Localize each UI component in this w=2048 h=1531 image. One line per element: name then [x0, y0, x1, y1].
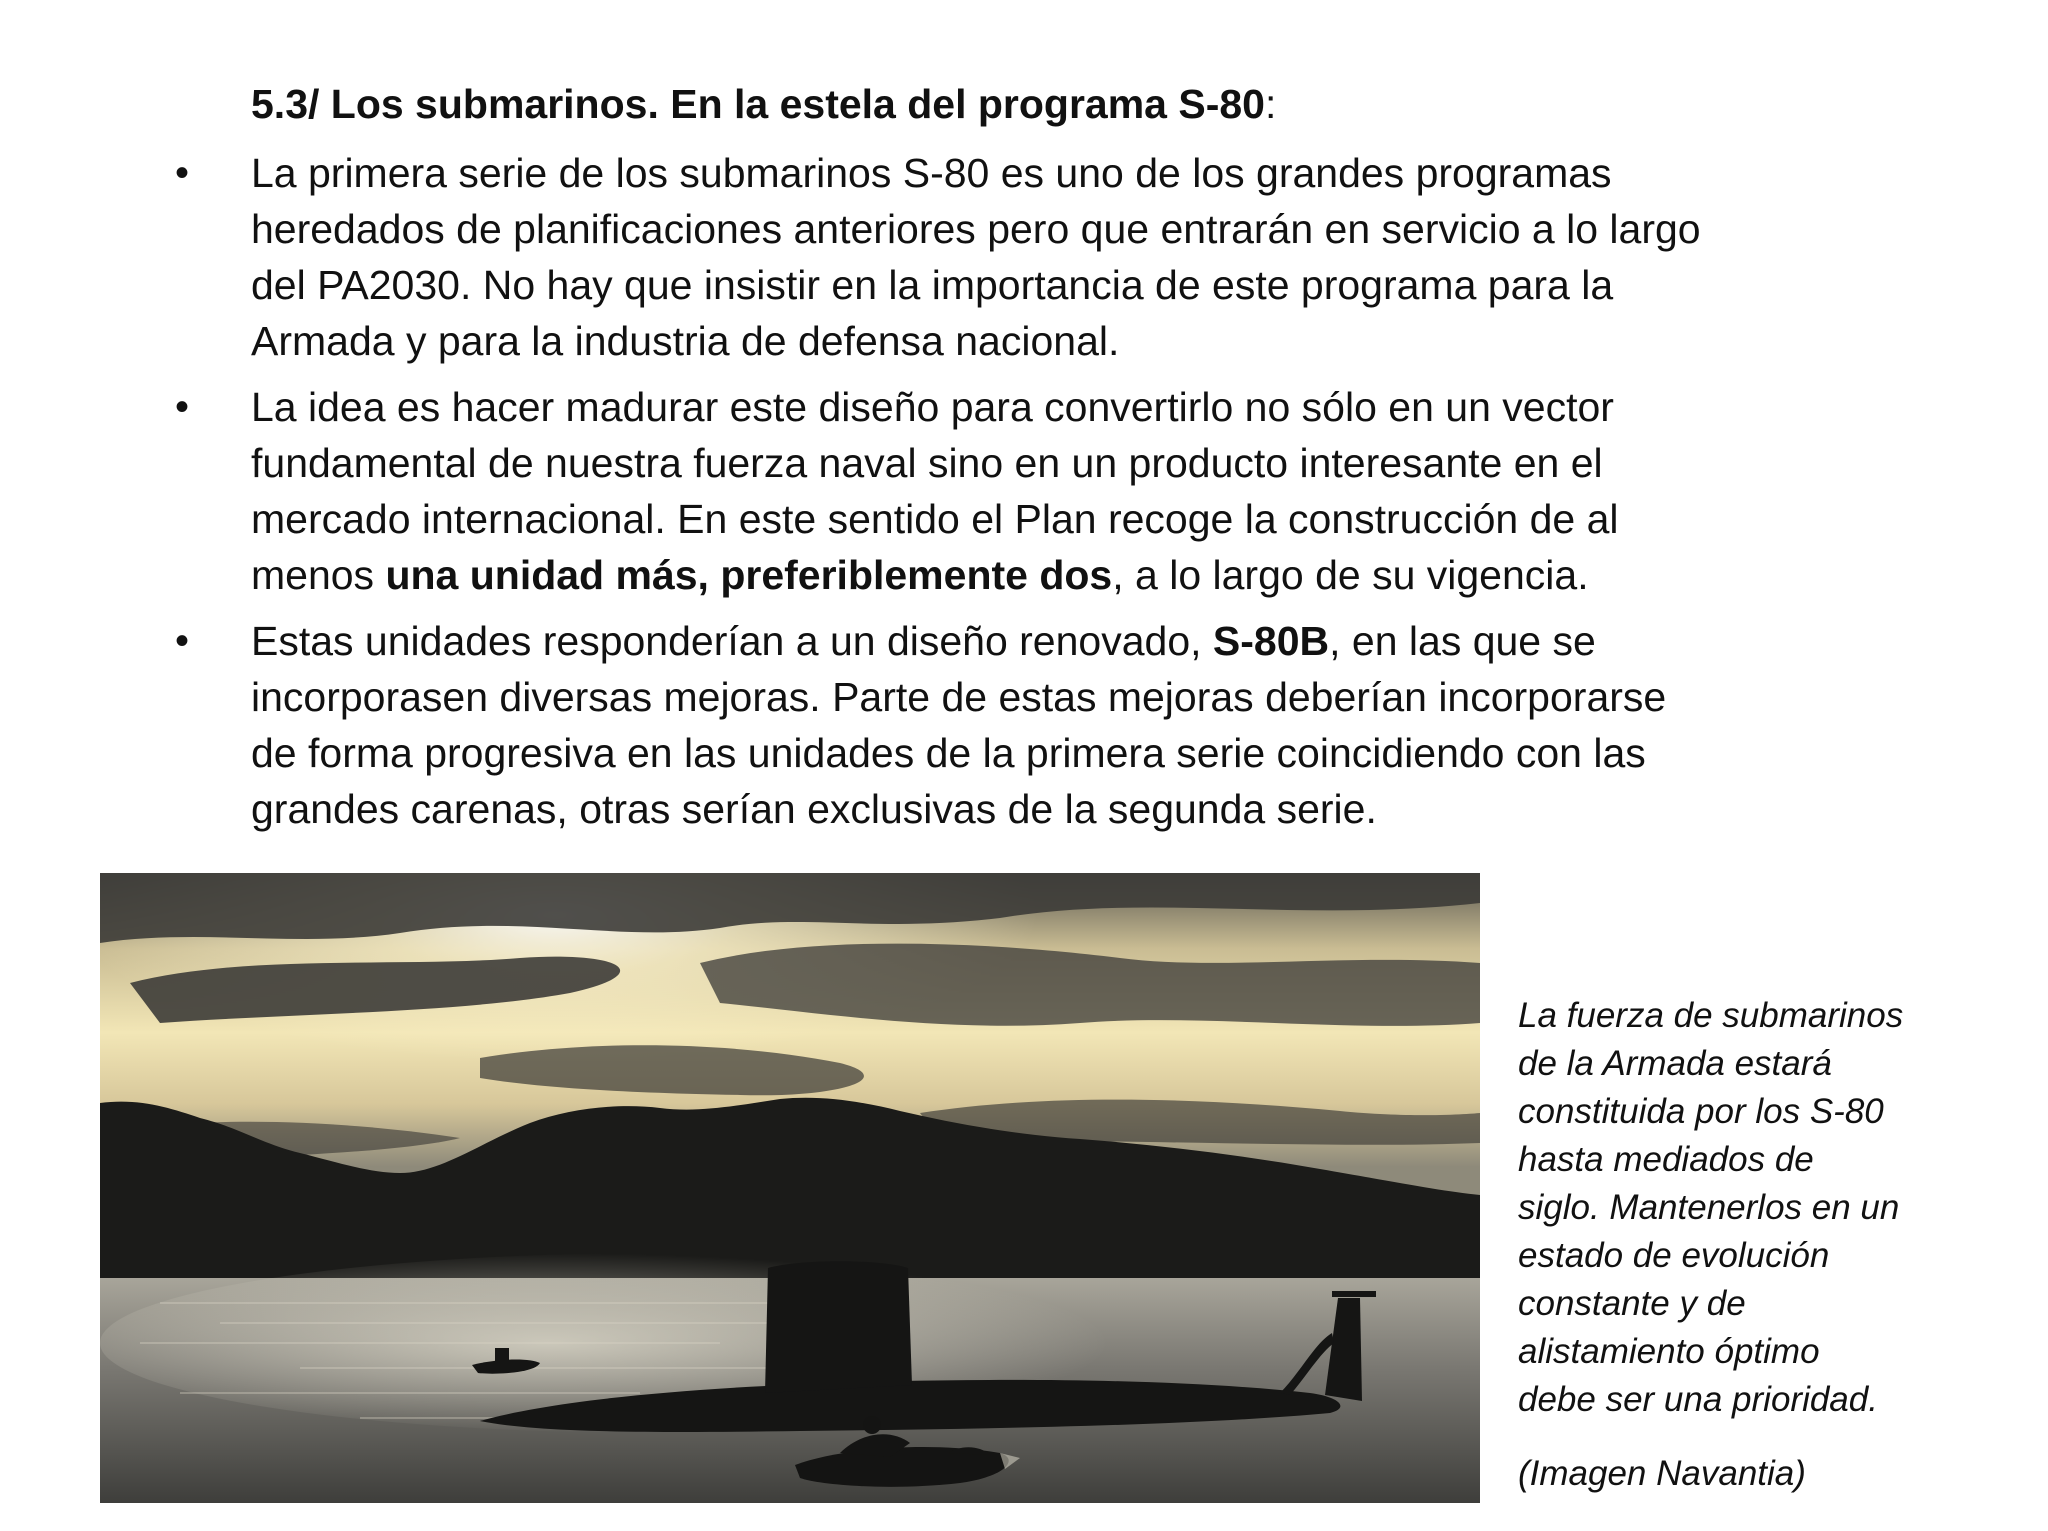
- bullet-line-end: , en las que se: [1329, 618, 1596, 664]
- caption-line: estado de evolución: [1518, 1236, 1830, 1275]
- bullet-item-3: [0, 613, 2048, 837]
- section-heading: [251, 76, 1276, 132]
- caption-line: debe ser una prioridad.: [1518, 1380, 1878, 1419]
- caption-line: de la Armada estará: [1518, 1044, 1832, 1083]
- photo-caption: [1518, 992, 2018, 1424]
- bullet-marker: •: [175, 385, 190, 429]
- caption-line: constante y de: [1518, 1284, 1746, 1323]
- bullet-line-start: menos: [251, 552, 386, 598]
- bullet-line: mercado internacional. En este sentido el Plan recoge la construcción de al: [251, 496, 1619, 542]
- bullet-line: [251, 547, 1911, 603]
- bullet-line: La idea es hacer madurar este diseño para convertirlo no sólo en un vector: [251, 384, 1614, 430]
- bullet-line: de forma progresiva en las unidades de la primera serie coincidiendo con las: [251, 730, 1646, 776]
- caption-line: alistamiento óptimo: [1518, 1332, 1820, 1371]
- bullet-line-end: , a lo largo de su vigencia.: [1112, 552, 1589, 598]
- submarine-photo: [100, 873, 1480, 1503]
- bullet-line: heredados de planificaciones anteriores pero que entrarán en servicio a lo largo: [251, 206, 1701, 252]
- bullet-line-start: Estas unidades responderían a un diseño renovado,: [251, 618, 1213, 664]
- bullet-marker: •: [175, 619, 190, 663]
- caption-line: La fuerza de submarinos: [1518, 996, 1904, 1035]
- bullet-emphasis: S-80B: [1212, 618, 1330, 664]
- bullet-line: La primera serie de los submarinos S-80 es uno de los grandes programas: [251, 150, 1612, 196]
- bullet-list: [0, 145, 2048, 847]
- caption-line: siglo. Mantenerlos en un: [1518, 1188, 1900, 1227]
- bullet-text: [251, 613, 1911, 837]
- caption-line: hasta mediados de: [1518, 1140, 1814, 1179]
- section-heading-title: 5.3/ Los submarinos. En la estela del programa S-80: [251, 81, 1265, 127]
- bullet-item-2: [0, 379, 2048, 603]
- bullet-line: incorporasen diversas mejoras. Parte de estas mejoras deberían incorporarse: [251, 674, 1667, 720]
- bullet-line: fundamental de nuestra fuerza naval sino en un producto interesante en el: [251, 440, 1603, 486]
- bullet-line: grandes carenas, otras serían exclusivas de la segunda serie.: [251, 786, 1377, 832]
- bullet-emphasis: una unidad más, preferiblemente dos: [385, 552, 1113, 598]
- bullet-line: Armada y para la industria de defensa nacional.: [251, 318, 1120, 364]
- bullet-text: [251, 379, 1911, 603]
- bullet-line: [251, 613, 1911, 669]
- photo-credit: (Imagen Navantia): [1518, 1454, 1806, 1493]
- section-heading-colon: :: [1264, 81, 1277, 127]
- caption-line: constituida por los S-80: [1518, 1092, 1884, 1131]
- bullet-item-1: [0, 145, 2048, 369]
- bullet-marker: •: [175, 151, 190, 195]
- bullet-line: del PA2030. No hay que insistir en la importancia de este programa para la: [251, 262, 1614, 308]
- bullet-text: [251, 145, 1911, 369]
- submarine-illustration: [100, 873, 1480, 1503]
